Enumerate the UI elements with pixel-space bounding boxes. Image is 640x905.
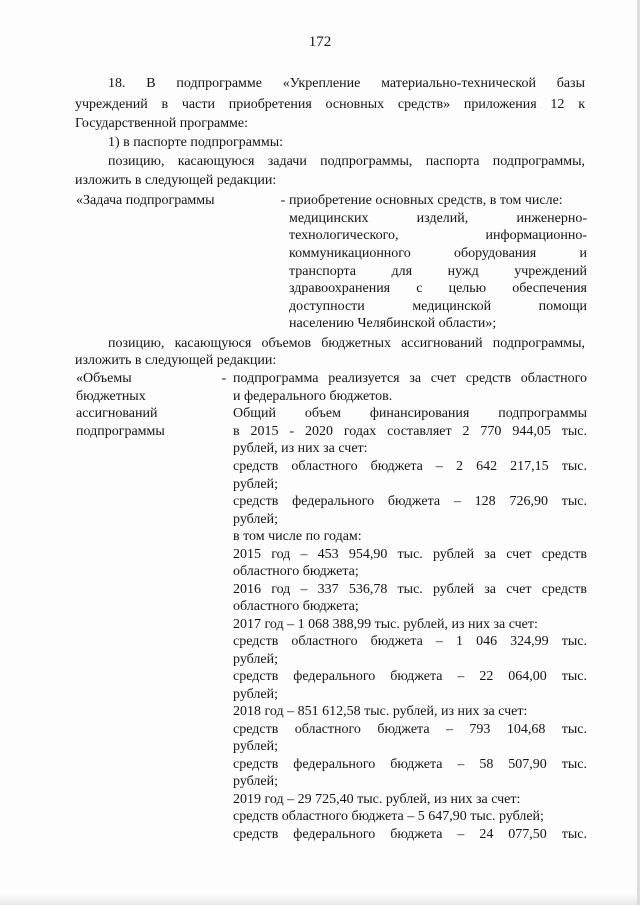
page-number: 172 — [308, 34, 332, 50]
position-text-line: населению Челябинской области»; — [289, 316, 497, 331]
position-label: подпрограммы — [76, 424, 165, 439]
paragraph-line: позицию, касающуюся объемов бюджетных ассигнований подпрограммы, — [108, 336, 585, 351]
position-text-line: средств областного бюджета – 2 642 217,15 тыс. — [233, 459, 587, 474]
subsection-heading: 1) в паспорте подпрограммы: — [108, 135, 284, 150]
position-text-line: рублей; — [233, 512, 278, 527]
scan-edge-bottom — [0, 893, 640, 905]
position-text-line: в том числе по годам: — [233, 529, 362, 544]
position-text-line: средств федерального бюджета – 58 507,90 тыс. — [233, 757, 587, 772]
paragraph-line: изложить в следующей редакции: — [75, 173, 277, 188]
position-text-line: рублей; — [233, 687, 278, 702]
position-text-line: приобретение основных средств, в том числе: — [289, 193, 563, 208]
position-text-line: рублей; — [233, 739, 278, 754]
position-text-line: подпрограмма реализуется за счет средств областного — [233, 371, 587, 386]
position-text-line: областного бюджета; — [233, 599, 359, 614]
position-text-line: средств федерального бюджета – 22 064,00 тыс. — [233, 669, 587, 684]
position-text-line: областного бюджета; — [233, 564, 359, 579]
position-text-line: Общий объем финансирования подпрограммы — [233, 406, 587, 421]
position-label: ассигнований — [76, 406, 158, 421]
position-text-line: рублей, из них за счет: — [233, 441, 368, 456]
paragraph-line: изложить в следующей редакции: — [75, 353, 277, 368]
position-label: «Объемы — [76, 371, 132, 386]
position-text-line: 2019 год – 29 725,40 тыс. рублей, из них за счет: — [233, 792, 521, 807]
position-text-line: рублей; — [233, 652, 278, 667]
paragraph-line: 18. В подпрограмме «Укрепление материально-технической базы — [108, 76, 585, 91]
position-label: бюджетных — [76, 389, 146, 404]
position-text-line: технологического, информационно- — [289, 228, 587, 243]
position-text-line: здравоохранения с целью обеспечения — [289, 281, 587, 296]
position-dash: - — [221, 371, 227, 386]
position-text-line: доступности медицинской помощи — [289, 299, 587, 314]
paragraph-line: Государственной программе: — [75, 116, 249, 131]
position-text-line: средств областного бюджета – 1 046 324,99 тыс. — [233, 634, 587, 649]
position-text-line: транспорта для нужд учреждений — [289, 264, 587, 279]
paragraph-line: учреждений в части приобретения основных средств» приложения 12 к — [75, 97, 585, 112]
position-text-line: рублей; — [233, 477, 278, 492]
position-text-line: 2017 год – 1 068 388,99 тыс. рублей, из них за счет: — [233, 617, 538, 632]
position-dash: - — [280, 193, 286, 208]
position-text-line: средств федерального бюджета – 128 726,90 тыс. — [233, 494, 587, 509]
paragraph-line: позицию, касающуюся задачи подпрограммы, паспорта подпрограммы, — [108, 154, 585, 169]
position-text-line: коммуникационного оборудования и — [289, 246, 587, 261]
position-label: «Задача подпрограммы — [76, 193, 215, 208]
position-text-line: средств федерального бюджета – 24 077,50 тыс. — [233, 827, 587, 842]
position-text-line: 2016 год – 337 536,78 тыс. рублей за счет средств — [233, 582, 587, 597]
position-text-line: средств областного бюджета – 5 647,90 тыс. рублей; — [233, 809, 544, 824]
position-text-line: и федерального бюджетов. — [233, 389, 393, 404]
position-text-line: 2018 год – 851 612,58 тыс. рублей, из них за счет: — [233, 704, 528, 719]
position-text-line: медицинских изделий, инженерно- — [289, 211, 587, 226]
position-text-line: в 2015 - 2020 годах составляет 2 770 944,05 тыс. — [233, 424, 587, 439]
position-text-line: средств областного бюджета – 793 104,68 тыс. — [233, 722, 587, 737]
position-text-line: рублей; — [233, 774, 278, 789]
position-text-line: 2015 год – 453 954,90 тыс. рублей за счет средств — [233, 547, 587, 562]
